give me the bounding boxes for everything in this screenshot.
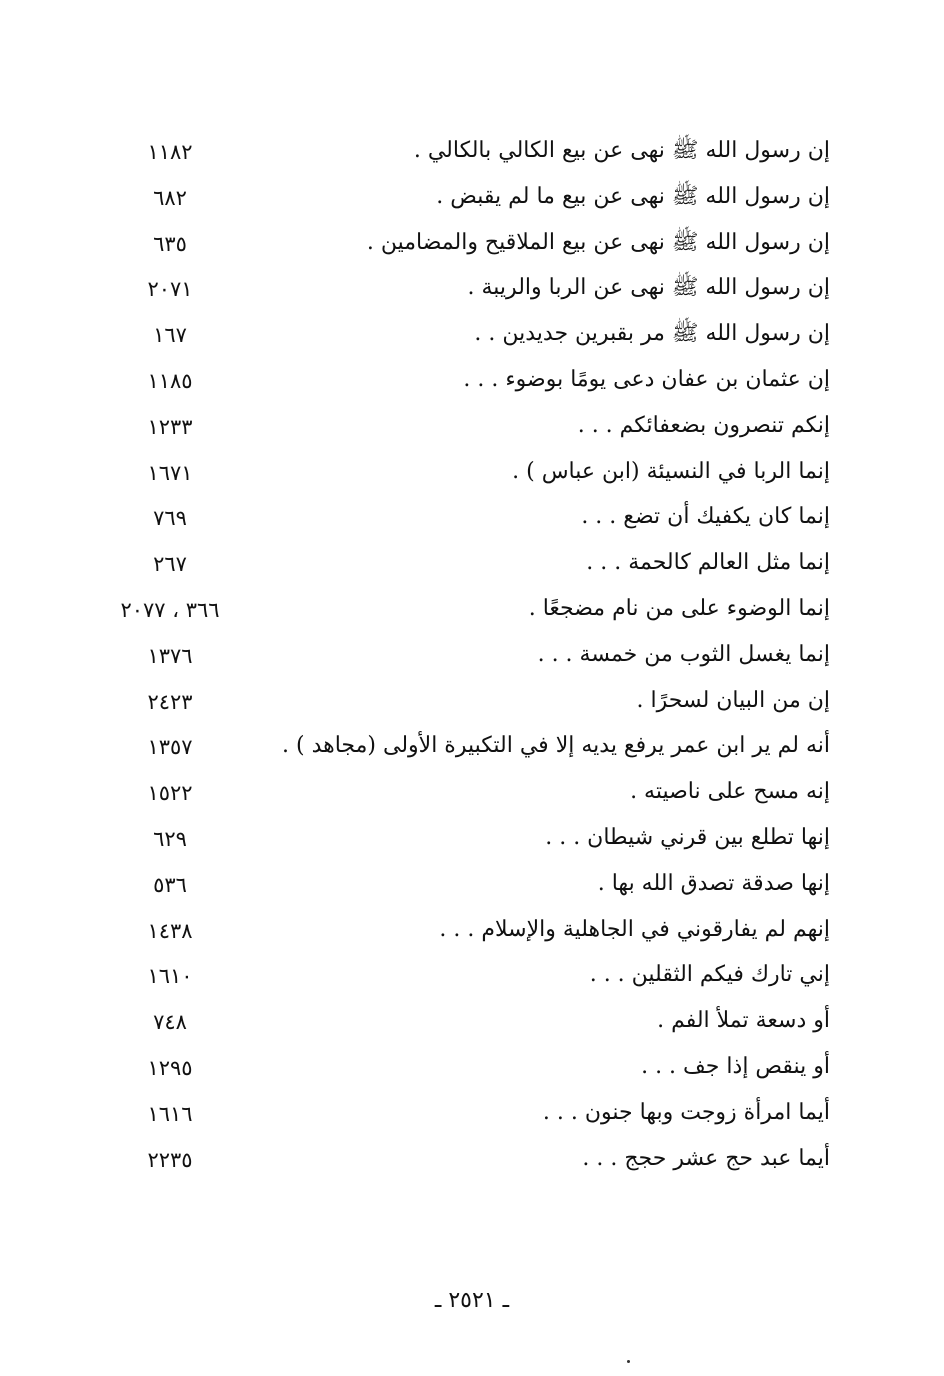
index-entry	[90, 360, 830, 406]
index-entry	[90, 635, 830, 681]
entry-ref-number: ٢٦٧	[153, 552, 187, 577]
entry-text: إن رسول الله ﷺ نهى عن بيع الكالي بالكالي .	[413, 138, 830, 163]
entry-text: إنما يغسل الثوب من خمسة . . .	[537, 641, 830, 667]
entry-ref-number: ١٦١٦	[147, 1101, 193, 1126]
entry-ref-number: ١٦٧١	[147, 460, 193, 485]
entry-ref-number: ١١٨٥	[147, 368, 193, 393]
index-entry	[90, 1047, 830, 1093]
entry-text: إن من البيان لسحرًا .	[636, 687, 830, 713]
entry-text: إني تارك فيكم الثقلين . . .	[589, 962, 830, 988]
index-entry	[90, 1093, 830, 1139]
entry-ref-number: ٧٤٨	[153, 1010, 187, 1035]
entry-text: أو ينقص إذا جف . . .	[641, 1053, 830, 1079]
index-entry	[90, 818, 830, 864]
entry-ref-number: ١٢٩٥	[147, 1055, 193, 1080]
entry-text: إنكم تنصرون بضعفائكم . . .	[577, 412, 830, 438]
entry-ref-number: ١٢٣٣	[147, 414, 193, 439]
index-entry	[90, 268, 830, 314]
entry-text: أيما امرأة زوجت وبها جنون . . .	[542, 1099, 830, 1125]
entry-ref-number: ١٣٧٦	[147, 643, 193, 668]
entry-ref-number: ٥٣٦	[153, 872, 187, 897]
entry-ref-number: ١٣٥٧	[147, 735, 193, 760]
entry-text: أيما عبد حج عشر حجج . . .	[582, 1145, 830, 1171]
entry-ref-number: ٢٠٧١	[147, 277, 193, 302]
index-entry	[90, 1139, 830, 1185]
entry-text: إن رسول الله ﷺ نهى عن بيع الملاقيح والمضامين .	[366, 229, 830, 255]
entry-text: إن عثمان بن عفان دعى يومًا بوضوء . . .	[463, 366, 830, 392]
index-entry	[90, 314, 830, 360]
index-entry	[90, 177, 830, 223]
index-entry	[90, 726, 830, 772]
hadith-index-list	[90, 131, 830, 1184]
entry-text: أو دسعة تملأ الفم .	[657, 1008, 830, 1034]
print-speck	[627, 1360, 630, 1363]
entry-text: إنما مثل العالم كالحمة . . .	[586, 550, 830, 576]
entry-ref-number: ٣٦٦ ، ٢٠٧٧	[120, 597, 220, 622]
entry-text: إن رسول الله ﷺ نهى عن بيع ما لم يقبض .	[436, 183, 830, 209]
index-entry	[90, 131, 830, 177]
entry-text: أنه لم ير ابن عمر يرفع يديه إلا في التكبيرة الأولى (مجاهد ) .	[282, 733, 830, 759]
entry-ref-number: ٢٢٣٥	[147, 1147, 193, 1172]
entry-text: إنما الوضوء على من نام مضجعًا .	[528, 595, 830, 621]
entry-ref-number: ٦٣٥	[153, 231, 187, 256]
entry-text: إن رسول الله ﷺ مر بقبرين جديدين . .	[474, 321, 830, 347]
entry-ref-number: ١١٨٢	[147, 140, 193, 164]
entry-ref-number: ١٥٢٢	[147, 781, 193, 806]
index-entry	[90, 772, 830, 818]
index-entry	[90, 406, 830, 452]
entry-text: إن رسول الله ﷺ نهى عن الربا والريبة .	[467, 275, 830, 301]
entry-ref-number: ١٦٧	[153, 323, 187, 348]
entry-ref-number: ١٤٣٨	[147, 918, 193, 943]
index-entry	[90, 955, 830, 1001]
entry-text: إنها صدقة تصدق الله بها .	[597, 870, 830, 896]
index-entry	[90, 910, 830, 956]
page-number: ـ ٢٥٢١ ـ	[434, 1288, 510, 1313]
entry-ref-number: ١٦١٠	[147, 964, 193, 989]
entry-ref-number: ٦٢٩	[153, 826, 187, 851]
index-entry	[90, 223, 830, 269]
entry-text: إنه مسح على ناصيته .	[630, 779, 830, 805]
entry-text: إنها تطلع بين قرني شيطان . . .	[545, 824, 830, 850]
index-entry	[90, 681, 830, 727]
entry-text: إنهم لم يفارقوني في الجاهلية والإسلام . . .	[439, 916, 830, 942]
entry-text: إنما الربا في النسيئة (ابن عباس ) .	[512, 458, 830, 484]
index-entry	[90, 1001, 830, 1047]
index-entry	[90, 864, 830, 910]
index-entry	[90, 452, 830, 498]
index-entry	[90, 543, 830, 589]
index-entry	[90, 497, 830, 543]
index-entry	[90, 589, 830, 635]
entry-ref-number: ٦٨٢	[153, 185, 187, 210]
entry-ref-number: ٧٦٩	[153, 506, 187, 531]
entry-text: إنما كان يكفيك أن تضع . . .	[581, 504, 830, 530]
entry-ref-number: ٢٤٢٣	[147, 689, 193, 714]
